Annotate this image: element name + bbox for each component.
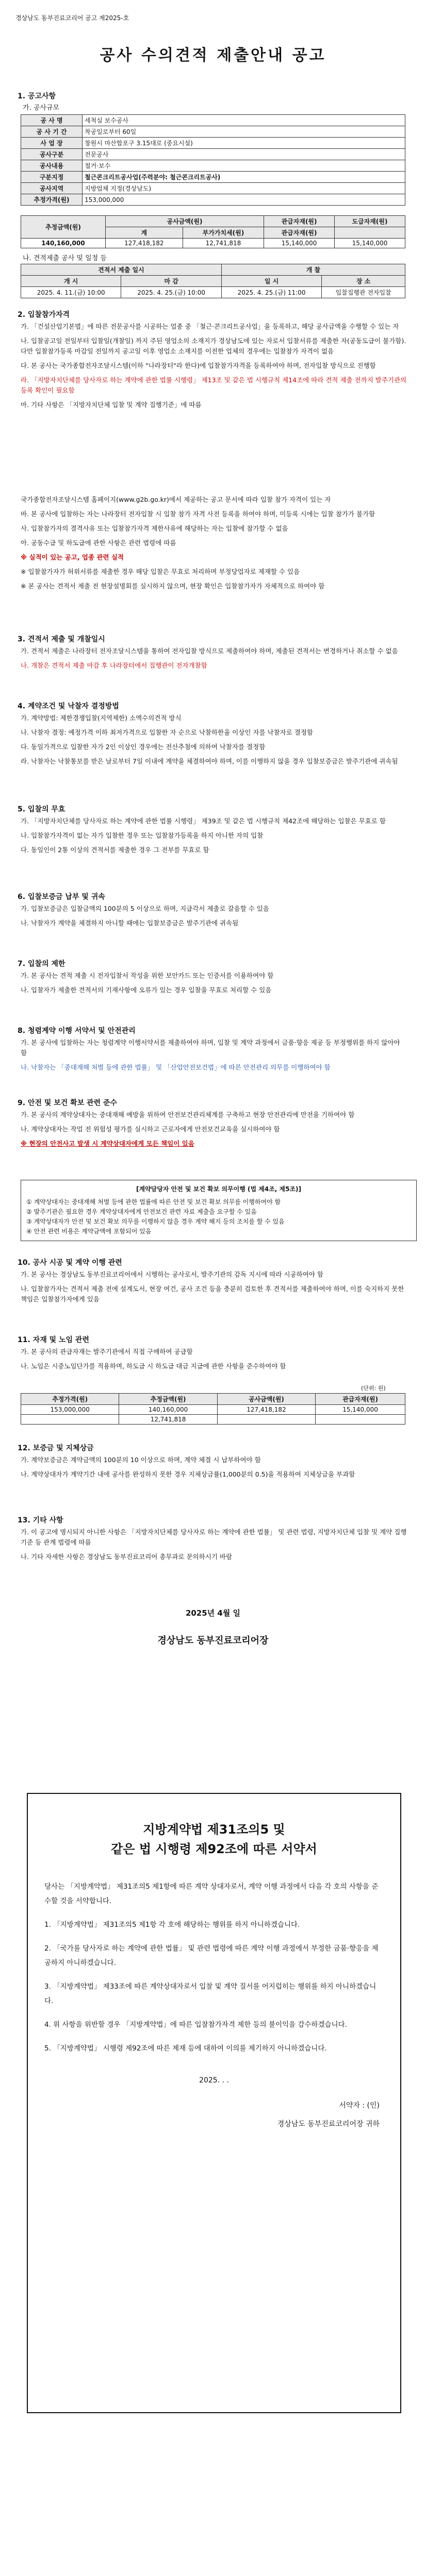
schedule-open: 2025. 4. 25.(금) 11:00	[221, 287, 321, 298]
pledge-para-4: 3. 「지방계약법」 제33조에 따른 계약상대자로서 입찰 및 계약 질서를 어지럽히는 행위를 하지 아니하겠습니다.	[44, 1982, 376, 2005]
section-1-sub: 가. 공사규모	[23, 104, 60, 112]
s11-r2-0	[21, 1415, 119, 1425]
s2-para2-3: 사. 입찰참가자의 결격사유 또는 입찰참가자격 제한사유에 해당하는 자는 입찰에 참가할 수 없음	[21, 524, 288, 532]
schedule-head-end: 마 감	[121, 276, 221, 287]
s2-para2-1: 국가종합전자조달시스템 홈페이지(www.g2b.go.kr)에서 제공하는 공고 문서에 따라 입찰 참가 자격이 있는 자	[21, 496, 331, 503]
s12-para-2: 나. 계약상대자가 계약기간 내에 공사를 완성하지 못한 경우 지체상금률(1,000분의 0.5)을 적용하여 지체상금을 부과함	[21, 1470, 355, 1478]
section-5-heading: 5. 입찰의 무효	[18, 805, 65, 814]
s13-para-2: 나. 기타 자세한 사항은 경상남도 동부진료코리어 총무과로 문의하시기 바람	[21, 1553, 233, 1561]
info-value: 창원시 마산합포구 3.15대로 (중요시설)	[83, 138, 405, 149]
schedule-start: 2025. 4. 11.(금) 10:00	[21, 287, 121, 298]
schedule-table	[21, 264, 405, 298]
pledge-title-line-1: 지방계약법 제31조의5 및	[143, 1822, 285, 1837]
budget-head-2: 관급자재(원)	[264, 216, 335, 227]
info-label: 추정가격(원)	[21, 194, 83, 206]
section-11-body	[21, 1347, 407, 1376]
section-12-heading: 12. 보증금 및 지체상금	[18, 1444, 94, 1452]
pledge-document	[27, 1793, 401, 2413]
section-7-heading: 7. 입찰의 제한	[18, 960, 65, 968]
info-row	[21, 115, 405, 126]
budget-sub-0: 계	[105, 227, 183, 239]
notebox-line-3: ③ 계약상대자가 안전 및 보건 확보 의무를 이행하지 않을 경우 계약 해지 등의 조치를 할 수 있음	[26, 1218, 285, 1225]
budget-head-3: 도급자재(원)	[335, 216, 405, 227]
s2-para-4: 라. 「지방자치단체를 당사자로 하는 계약에 관한 법률 시행령」 제13조 및 같은 법 시행규칙 제14조에 따라 견적 제출 전까지 발주기관의 등록 확인이 필요함	[21, 376, 407, 394]
info-label: 사 업 장	[21, 138, 83, 149]
s2-para2-4: 아. 공동수급 및 하도급에 관한 사항은 관련 법령에 따름	[21, 539, 176, 547]
info-row	[21, 194, 405, 206]
s11-r2-2	[217, 1415, 315, 1425]
section-4-heading: 4. 계약조건 및 낙찰자 결정방법	[18, 702, 119, 710]
notebox-line-4: ④ 안전 관련 비용은 계약금액에 포함되어 있음	[26, 1228, 152, 1235]
schedule-head-open: 개 찰	[221, 264, 405, 276]
info-row	[21, 172, 405, 183]
pledge-title	[28, 1820, 400, 1859]
section-11-heading: 11. 자재 및 노임 관련	[18, 1336, 89, 1344]
info-value: 전문공사	[83, 149, 405, 160]
s10-para-1: 가. 본 공사는 경상남도 동부진료코리어에서 시행하는 공사로서, 발주기관의 감독 지시에 따라 시공하여야 함	[21, 1270, 323, 1278]
info-row	[21, 149, 405, 160]
schedule-place: 입찰집행관 전자입찰	[322, 287, 405, 298]
s11-r1-1: 140,160,000	[119, 1405, 217, 1415]
section-9-body	[21, 1110, 407, 1153]
closing-signature: 경상남도 동부진료코리어장	[157, 1635, 269, 1646]
section-10-body	[21, 1269, 407, 1309]
section-6-heading: 6. 입찰보증금 납부 및 귀속	[18, 893, 105, 901]
section-9-heading: 9. 안전 및 보건 확보 관련 준수	[18, 1099, 118, 1107]
info-value: 지방업체 지정(경상남도)	[83, 183, 405, 194]
section-13-body	[21, 1527, 407, 1566]
pledge-title-line-2: 같은 법 시행령 제92조에 따른 서약서	[111, 1842, 317, 1856]
s6-para-1: 가. 입찰보증금은 입찰금액의 100분의 5 이상으로 하며, 지급각서 제출로 갈음할 수 있음	[21, 905, 269, 912]
section-3-heading: 3. 견적서 제출 및 개찰일시	[18, 635, 105, 643]
document-number: 경상남도 동부진료코리어 공고 제2025-호	[15, 14, 129, 22]
s11-head-2: 공사금액(원)	[217, 1394, 315, 1405]
budget-head-4: 관급자재(원)	[264, 227, 335, 239]
notebox-title: [계약담당자 안전 및 보건 확보 의무이행 (법 제4조, 제5조)]	[136, 1185, 302, 1193]
s8-para-1: 가. 본 공사에 입찰하는 자는 청렴계약 이행서약서를 제출하여야 하며, 입찰 및 계약 과정에서 금품·향응 제공 등 부정행위를 하지 않아야 함	[21, 1039, 400, 1057]
budget-head-1: 공사금액(원)	[105, 216, 264, 227]
s3-para-1: 가. 견적서 제출은 나라장터 전자조달시스템을 통하여 전자입찰 방식으로 제출하여야 하며, 제출된 견적서는 변경하거나 취소할 수 없음	[21, 647, 398, 655]
info-value: 착공일로부터 60일	[83, 126, 405, 138]
budget-table	[21, 215, 405, 248]
s2-emph: ※ 실적이 있는 공고, 업종 관련 실적	[21, 553, 124, 561]
pledge-recipient: 경상남도 동부진료코리어장 귀하	[277, 2120, 380, 2128]
s11-head-0: 추정가격(원)	[21, 1394, 119, 1405]
s2-para-5: 마. 기타 사항은 「지방자치단체 입찰 및 계약 집행기준」에 따름	[21, 401, 202, 409]
notebox-line-1: ① 계약상대자는 중대재해 처벌 등에 관한 법률에 따른 안전 및 보건 확보 의무를 이행하여야 함	[26, 1198, 281, 1206]
pledge-body	[44, 1879, 384, 2056]
section-13-heading: 13. 기타 사항	[18, 1516, 63, 1524]
s11-r1-0: 153,000,000	[21, 1405, 119, 1415]
s2-mark-1: ※ 입찰참가자가 허위서류를 제출한 경우 해당 입찰은 무효로 처리하며 부정당업자로 제재할 수 있음	[21, 568, 300, 575]
pledge-para-6: 5. 「지방계약법」 시행령 제92조에 따른 제재 등에 대하여 이의를 제기하지 아니하겠습니다.	[44, 2044, 327, 2053]
s7-para-1: 가. 본 공사는 견적 제출 시 전자입찰서 작성을 위한 보안카드 또는 인증서를 이용하여야 함	[21, 972, 274, 979]
s11-r1-3: 15,140,000	[316, 1405, 405, 1415]
s11-r2-1: 12,741,818	[119, 1415, 217, 1425]
s5-para-1: 가. 「지방자치단체를 당사자로 하는 계약에 관한 법률 시행령」 제39조 및 같은 법 시행규칙 제42조에 해당하는 입찰은 무효로 함	[21, 817, 386, 825]
s11-head-3: 관급자재(원)	[316, 1394, 405, 1405]
safety-notebox	[21, 1180, 417, 1241]
section-5-body	[21, 816, 407, 859]
info-value: 철근콘크리트공사업(주력분야: 철근콘크리트공사)	[83, 172, 405, 183]
section-3-body	[21, 646, 407, 675]
s2-para2-2: 바. 본 공사에 입찰하는 자는 나라장터 전자입찰 시 입찰 참가 자격 사전 등록을 하여야 하며, 미등록 시에는 입찰 참가가 불가함	[21, 510, 375, 518]
s10-para-2: 나. 입찰참가자는 견적서 제출 전에 설계도서, 현장 여건, 공사 조건 등을 충분히 검토한 후 견적서를 제출하여야 하며, 이를 숙지하지 못한 책임은 입찰참가자에게 있음	[21, 1285, 404, 1303]
s4-para-2: 나. 낙찰자 결정: 예정가격 이하 최저가격으로 입찰한 자 순으로 낙찰하한율 이상인 자를 낙찰자로 결정함	[21, 728, 313, 736]
s4-para-4: 라. 낙찰자는 낙찰통보를 받은 날로부터 7일 이내에 계약을 체결하여야 하며, 이를 이행하지 않을 경우 입찰보증금은 발주기관에 귀속됨	[21, 757, 398, 765]
info-row	[21, 138, 405, 149]
s9-para-2: 나. 계약상대자는 작업 전 위험성 평가를 실시하고 근로자에게 안전보건교육을 실시하여야 함	[21, 1125, 280, 1133]
pledge-para-1: 당사는 「지방계약법」 제31조의5 제1항에 따른 계약 상대자로서, 계약 이행 과정에서 다음 각 호의 사항을 준수할 것을 서약합니다.	[44, 1883, 379, 1905]
s9-para-1: 가. 본 공사의 계약상대자는 중대재해 예방을 위하여 안전보건관리체계를 구축하고 현장 안전관리에 만전을 기하여야 함	[21, 1111, 355, 1118]
s11-unit: (단위: 원)	[361, 1385, 386, 1392]
s11-para-1: 가. 본 공사의 관급자재는 발주기관에서 직접 구매하여 공급함	[21, 1348, 193, 1355]
section-7-body	[21, 971, 407, 999]
s5-para-2: 나. 입찰참가자격이 없는 자가 입찰한 경우 또는 입찰참가등록을 하지 아니한 자의 입찰	[21, 832, 264, 839]
info-label: 공사지역	[21, 183, 83, 194]
info-row	[21, 183, 405, 194]
schedule-note: 나. 견적제출 공사 및 일정 등	[23, 255, 107, 262]
section-4-body	[21, 713, 407, 771]
budget-val-2: 12,741,818	[183, 239, 264, 248]
section-2-body	[21, 321, 407, 414]
schedule-end: 2025. 4. 25.(금) 10:00	[121, 287, 221, 298]
info-value: 철거·보수	[83, 160, 405, 172]
s11-r1-2: 127,418,182	[217, 1405, 315, 1415]
s2-mark-2: ※ 본 공사는 견적서 제출 전 현장설명회를 실시하지 않으며, 현장 확인은 입찰참가자가 자체적으로 하여야 함	[21, 582, 325, 590]
pledge-signer: 서약자 : (인)	[339, 2102, 380, 2110]
section-12-body	[21, 1455, 407, 1484]
schedule-head-start: 개 시	[21, 276, 121, 287]
info-label: 공사구분	[21, 149, 83, 160]
s11-head-1: 추정금액(원)	[119, 1394, 217, 1405]
info-value: 153,000,000	[83, 194, 405, 206]
pledge-para-3: 2. 「국가를 당사자로 하는 계약에 관한 법률」 및 관련 법령에 따른 계약 이행 과정에서 부정한 금품·향응을 제공하지 아니하겠습니다.	[44, 1944, 379, 1967]
budget-head-0: 추정금액(원)	[21, 216, 106, 239]
s8-para-2: 나. 낙찰자는 「중대재해 처벌 등에 관한 법률」 및 「산업안전보건법」에 따른 안전관리 의무를 이행하여야 함	[21, 1063, 331, 1071]
s11-r2-3	[316, 1415, 405, 1425]
schedule-head-submit: 견적서 제출 일시	[21, 264, 222, 276]
notebox-line-2: ② 발주기관은 필요한 경우 계약상대자에게 안전보건 관련 자료 제출을 요구할 수 있음	[26, 1208, 257, 1215]
info-label: 구분지정	[21, 172, 83, 183]
section-2-body-2	[21, 495, 407, 596]
schedule-head-datetime: 일 시	[221, 276, 321, 287]
budget-val-0: 140,160,000	[21, 239, 106, 248]
s13-para-1: 가. 이 공고에 명시되지 아니한 사항은 「지방자치단체를 당사자로 하는 계약에 관한 법률」 및 관련 법령, 지방자치단체 입찰 및 계약 집행기준 등 관계 법령에 따름	[21, 1528, 407, 1546]
pledge-date: 2025. . .	[199, 2076, 229, 2084]
s2-para-3: 다. 본 공사는 국가종합전자조달시스템(이하 "나라장터"라 한다)에 입찰참가자격을 등록하여야 하며, 전자입찰 방식으로 진행함	[21, 362, 376, 369]
s9-emph: ※ 현장의 안전사고 발생 시 계약상대자에게 모든 책임이 있음	[21, 1140, 194, 1147]
info-label: 공사내용	[21, 160, 83, 172]
pledge-para-5: 4. 위 사항을 위반할 경우 「지방계약법」에 따른 입찰참가자격 제한 등의 불이익을 감수하겠습니다.	[44, 2021, 347, 2029]
section-10-heading: 10. 공사 시공 및 계약 이행 관련	[18, 1259, 122, 1267]
section-8-body	[21, 1038, 407, 1077]
s7-para-2: 나. 입찰자가 제출한 견적서의 기재사항에 오류가 있는 경우 입찰을 무효로 처리할 수 있음	[21, 986, 272, 994]
s3-para-2: 나. 개찰은 견적서 제출 마감 후 나라장터에서 집행관이 전자개찰함	[21, 662, 207, 669]
s4-para-3: 다. 동일가격으로 입찰한 자가 2인 이상인 경우에는 전산추첨에 의하여 낙찰자를 결정함	[21, 743, 266, 751]
s4-para-1: 가. 계약방법: 제한경쟁입찰(지역제한) 소액수의견적 방식	[21, 714, 182, 722]
info-value: 세척실 보수공사	[83, 115, 405, 126]
project-info-table	[21, 114, 405, 206]
budget-val-1: 127,418,182	[105, 239, 183, 248]
s5-para-3: 다. 동일인이 2통 이상의 견적서를 제출한 경우 그 전부를 무효로 함	[21, 846, 209, 854]
info-row	[21, 160, 405, 172]
page-title: 공사 수의견적 제출안내 공고	[100, 46, 326, 64]
s11-table	[21, 1393, 405, 1425]
info-label: 공 사 명	[21, 115, 83, 126]
schedule-head-place: 장 소	[322, 276, 405, 287]
closing-date: 2025년 4월 일	[185, 1608, 241, 1618]
s12-para-1: 가. 계약보증금은 계약금액의 100분의 10 이상으로 하며, 계약 체결 시 납부하여야 함	[21, 1456, 261, 1464]
info-row	[21, 126, 405, 138]
section-1-heading: 1. 공고사항	[18, 92, 56, 100]
budget-val-3: 15,140,000	[264, 239, 335, 248]
budget-sub-1: 부가가치세(원)	[183, 227, 264, 239]
section-2-heading: 2. 입찰참가자격	[18, 311, 70, 319]
budget-val-4: 15,140,000	[335, 239, 405, 248]
info-label: 공 사 기 간	[21, 126, 83, 138]
s2-para-2: 나. 입찰공고일 전일부터 입찰일(개찰일) 까지 주된 영업소의 소재지가 경상남도에 있는 자로서 입찰서류를 제출한 자(공동도급이 불가함). 다만 입찰참가등록 마감일 전일까지 공고일 이후 영업소 소재지를 이전한 업체의 경우에는 입찰참가 자격이 없음	[21, 337, 406, 355]
section-8-heading: 8. 청렴계약 이행 서약서 및 안전관리	[18, 1027, 136, 1035]
s11-para-2: 나. 노임은 시중노임단가를 적용하며, 하도급 시 하도급 대금 지급에 관한 사항을 준수하여야 함	[21, 1362, 286, 1370]
budget-sub-4	[335, 227, 405, 239]
section-6-body	[21, 904, 407, 933]
s2-para-1: 가. 「건설산업기본법」에 따른 전문공사를 시공하는 업종 중 「철근·콘크리트공사업」을 등록하고, 해당 공사금액을 수행할 수 있는 자	[21, 323, 399, 330]
s6-para-2: 나. 낙찰자가 계약을 체결하지 아니할 때에는 입찰보증금은 발주기관에 귀속됨	[21, 919, 239, 927]
pledge-para-2: 1. 「지방계약법」 제31조의5 제1항 각 호에 해당하는 행위를 하지 아니하겠습니다.	[44, 1921, 300, 1929]
